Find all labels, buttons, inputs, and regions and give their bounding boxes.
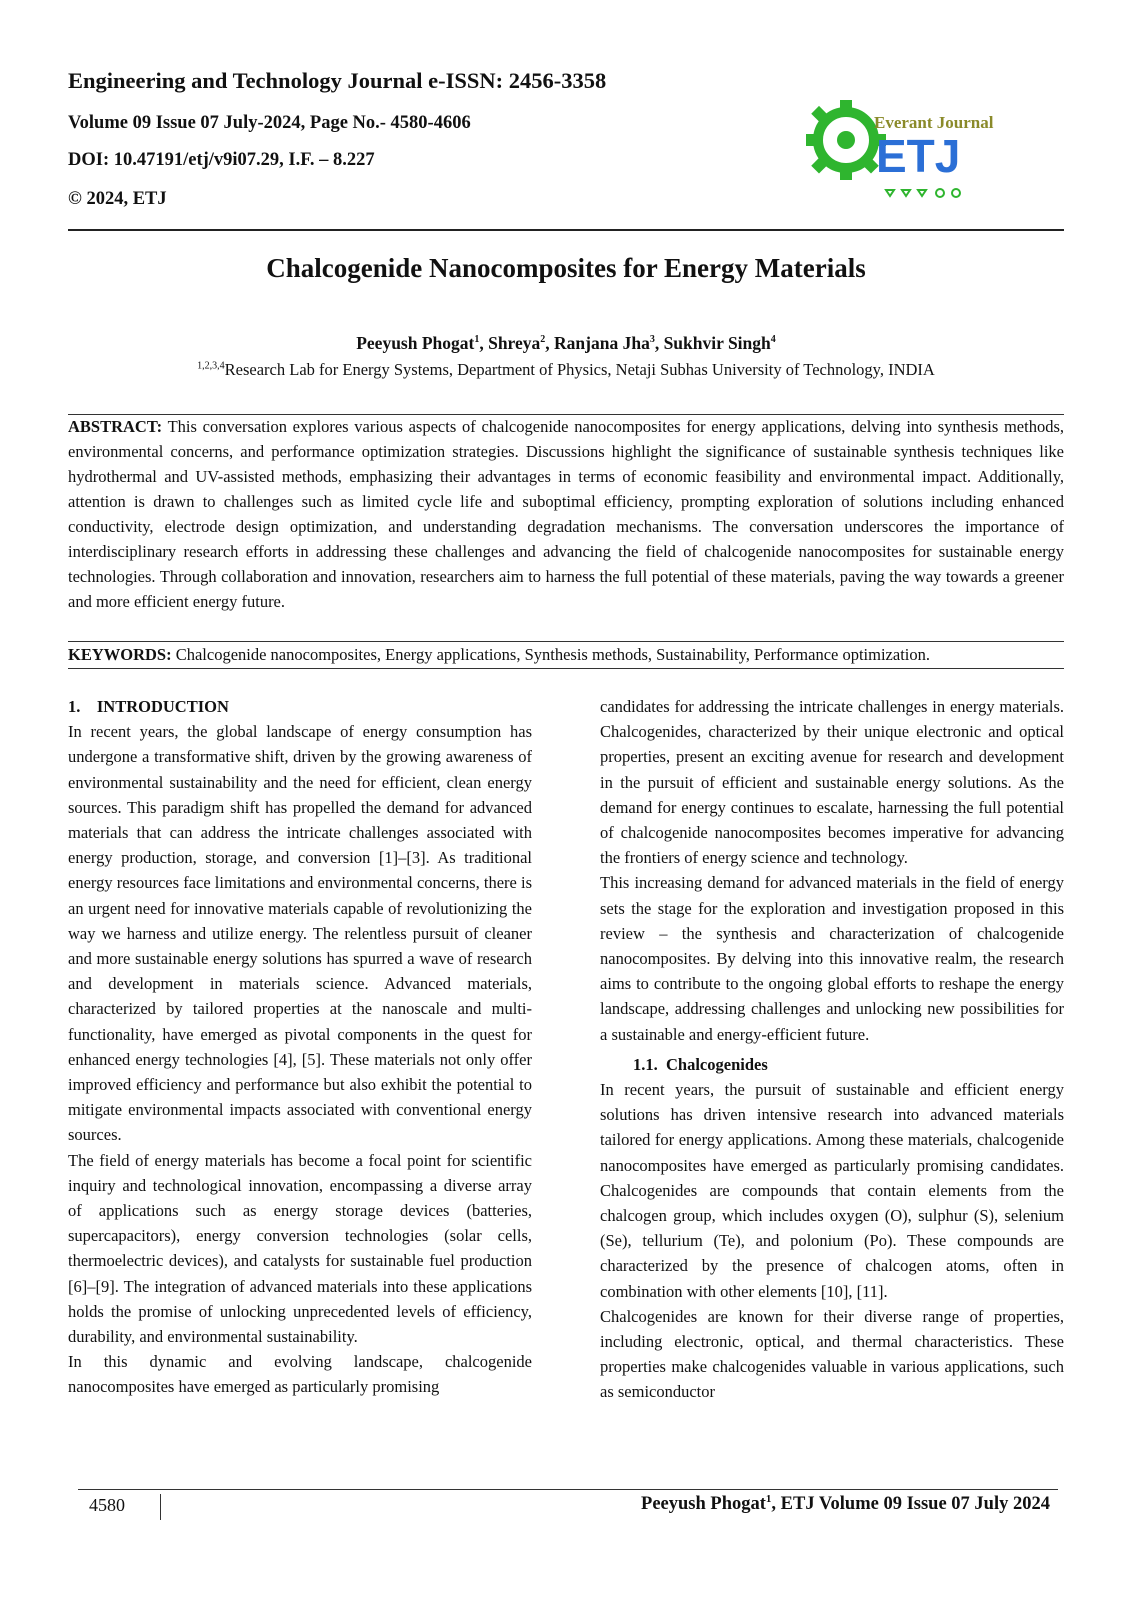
footer-rule (78, 1489, 1058, 1490)
author-name: Sukhvir Singh (663, 333, 771, 353)
gear-icon (806, 100, 886, 180)
author-sup: 4 (770, 334, 776, 346)
author-list: Peeyush Phogat$^1$, Shreya$^2$, Ranjana Jha$^3$, Sukhvir Singh$^4$ (356, 333, 776, 353)
abstract-text: This conversation explores various aspects of chalcogenide nanocomposites for energy applications, delving into synthesis methods, environmental concerns, and performance optimization strategies. Discussions highlight the significance of sustainable synthesis techniques like hydrothermal and UV-assisted methods, emphasizing their advantages in terms of economic feasibility and environmental impact. Additionally, attention is drawn to challenges such as limited cycle life and suboptimal efficiency, prompting exploration of solutions including enhanced conductivity, electrode design optimization, and understanding degradation mechanisms. The conversation underscores the importance of interdisciplinary research efforts in addressing these challenges and advancing the field of chalcogenide nanocomposites for sustainable energy technologies. Through collaboration and innovation, researchers aim to harness the full potential of these materials, paving the way towards a greener and more efficient energy future. (68, 417, 1064, 611)
page-number: 4580 (89, 1495, 125, 1515)
abstract-bottom-rule (68, 641, 1064, 642)
left-column (68, 694, 532, 1400)
footer-divider (160, 1494, 161, 1520)
author-name: Shreya (488, 333, 541, 353)
body-paragraph: Chalcogenides are known for their diverse range of properties, including electronic, optical, and thermal characteristics. These properties make chalcogenides valuable in various applications, such as semiconductor (600, 1306, 1064, 1402)
subsection-heading: 1.1. Chalcogenides (633, 1054, 768, 1074)
keywords-text: Chalcogenide nanocomposites, Energy applications, Synthesis methods, Sustainability, Performance optimization. (175, 645, 930, 664)
body-paragraph: In this dynamic and evolving landscape, chalcogenide nanocomposites have emerged as particularly promising (68, 1352, 532, 1397)
affiliation (0, 360, 1132, 380)
abstract (68, 414, 1064, 614)
affiliation-text: Research Lab for Energy Systems, Department of Physics, Netaji Subhas University of Technology, INDIA (224, 360, 935, 379)
journal-logo (806, 92, 1026, 204)
footer-citation-rest: , ETJ Volume 09 Issue 07 July 2024 (771, 1494, 1050, 1514)
author-name: Peeyush Phogat (356, 333, 475, 353)
volume-line: Volume 09 Issue 07 July-2024, Page No.- 4580-4606 (68, 113, 471, 133)
logo-text: Everant Journal (874, 113, 994, 132)
body-paragraph: In recent years, the global landscape of energy consumption has undergone a transformative shift, driven by the growing awareness of environmental sustainability and the need for efficient, clean energy sources. This paradigm shift has propelled the demand for advanced materials that can address the intricate challenges associated with energy production, storage, and conversion [1]–[3]. As traditional energy resources face limitations and environmental concerns, there is an urgent need for innovative materials capable of revolutionizing the way we harness and utilize energy. The relentless pursuit of cleaner and more sustainable energy solutions has spurred a wave of research and development in materials science. Advanced materials, characterized by tailored properties at the nanoscale and multi-functionality, have emerged as pivotal components in the quest for enhanced energy technologies [4], [5]. These materials not only offer improved efficiency and performance but also exhibit the potential to mitigate environmental impacts associated with conventional energy sources. (68, 722, 532, 1145)
body-paragraph: The field of energy materials has become a focal point for scientific inquiry and technological innovation, encompassing a diverse array of applications such as energy storage devices (batteries, supercapacitors), energy conversion technologies (solar cells, thermoelectric devices), and catalysts for sustainable fuel production [6]–[9]. The integration of advanced materials into these applications holds the promise of unlocking unprecedented levels of efficiency, durability, and environmental sustainability. (68, 1150, 532, 1347)
keywords-label: KEYWORDS: (68, 645, 172, 664)
logo-mark: ETJ (876, 130, 961, 182)
keywords-bottom-rule (68, 668, 1064, 669)
author-name: Ranjana Jha (554, 333, 650, 353)
body-paragraph: This increasing demand for advanced materials in the field of energy sets the stage for the exploration and investigation proposed in this review – the synthesis and characterization of chalcogenide nanocomposites. By delving into this innovative realm, the research aims to contribute to the ongoing global efforts to reshape the energy landscape, addressing challenges and unlocking new possibilities for a sustainable and energy-efficient future. (600, 873, 1064, 1044)
section-heading: 1. INTRODUCTION (68, 697, 229, 716)
body-paragraph: In recent years, the pursuit of sustainable and efficient energy solutions has driven intensive research into advanced materials tailored for energy applications. Among these materials, chalcogenide nanocomposites have emerged as particularly promising candidates. Chalcogenides are compounds that contain elements from the chalcogen group, which includes oxygen (O), sulphur (S), selenium (Se), tellurium (Te), and polonium (Po). These compounds are characterized by the presence of chalcogen atoms, often in combination with other elements [10], [11]. (600, 1080, 1064, 1301)
footer-author: Peeyush Phogat (641, 1494, 766, 1514)
author-sup: 1 (474, 334, 480, 346)
doi-line: DOI: 10.47191/etj/v9i07.29, I.F. – 8.227 (68, 150, 375, 170)
footer-author-sup: 1 (765, 1492, 772, 1505)
abstract-label: ABSTRACT: (68, 417, 163, 436)
affiliation-sup: 1,2,3,4 (197, 360, 225, 372)
journal-title: Engineering and Technology Journal e-ISSN: 2456-3358 (68, 68, 607, 93)
right-column (600, 694, 1064, 1405)
paper-title: Chalcogenide Nanocomposites for Energy Materials (266, 253, 866, 283)
body-paragraph: candidates for addressing the intricate challenges in energy materials. Chalcogenides, characterized by their unique electronic and optical properties, present an exciting avenue for research and development in the pursuit of efficient and sustainable energy solutions. As the demand for energy continues to escalate, harnessing the full potential of chalcogenide nanocomposites becomes imperative for advancing the frontiers of energy science and technology. (600, 697, 1064, 868)
author-sup: 2 (540, 334, 546, 346)
keywords (68, 643, 1064, 667)
copyright-line: © 2024, ETJ (68, 189, 167, 209)
footer-citation (641, 1494, 1050, 1515)
header-rule (68, 229, 1064, 231)
author-sup: 3 (649, 334, 655, 346)
